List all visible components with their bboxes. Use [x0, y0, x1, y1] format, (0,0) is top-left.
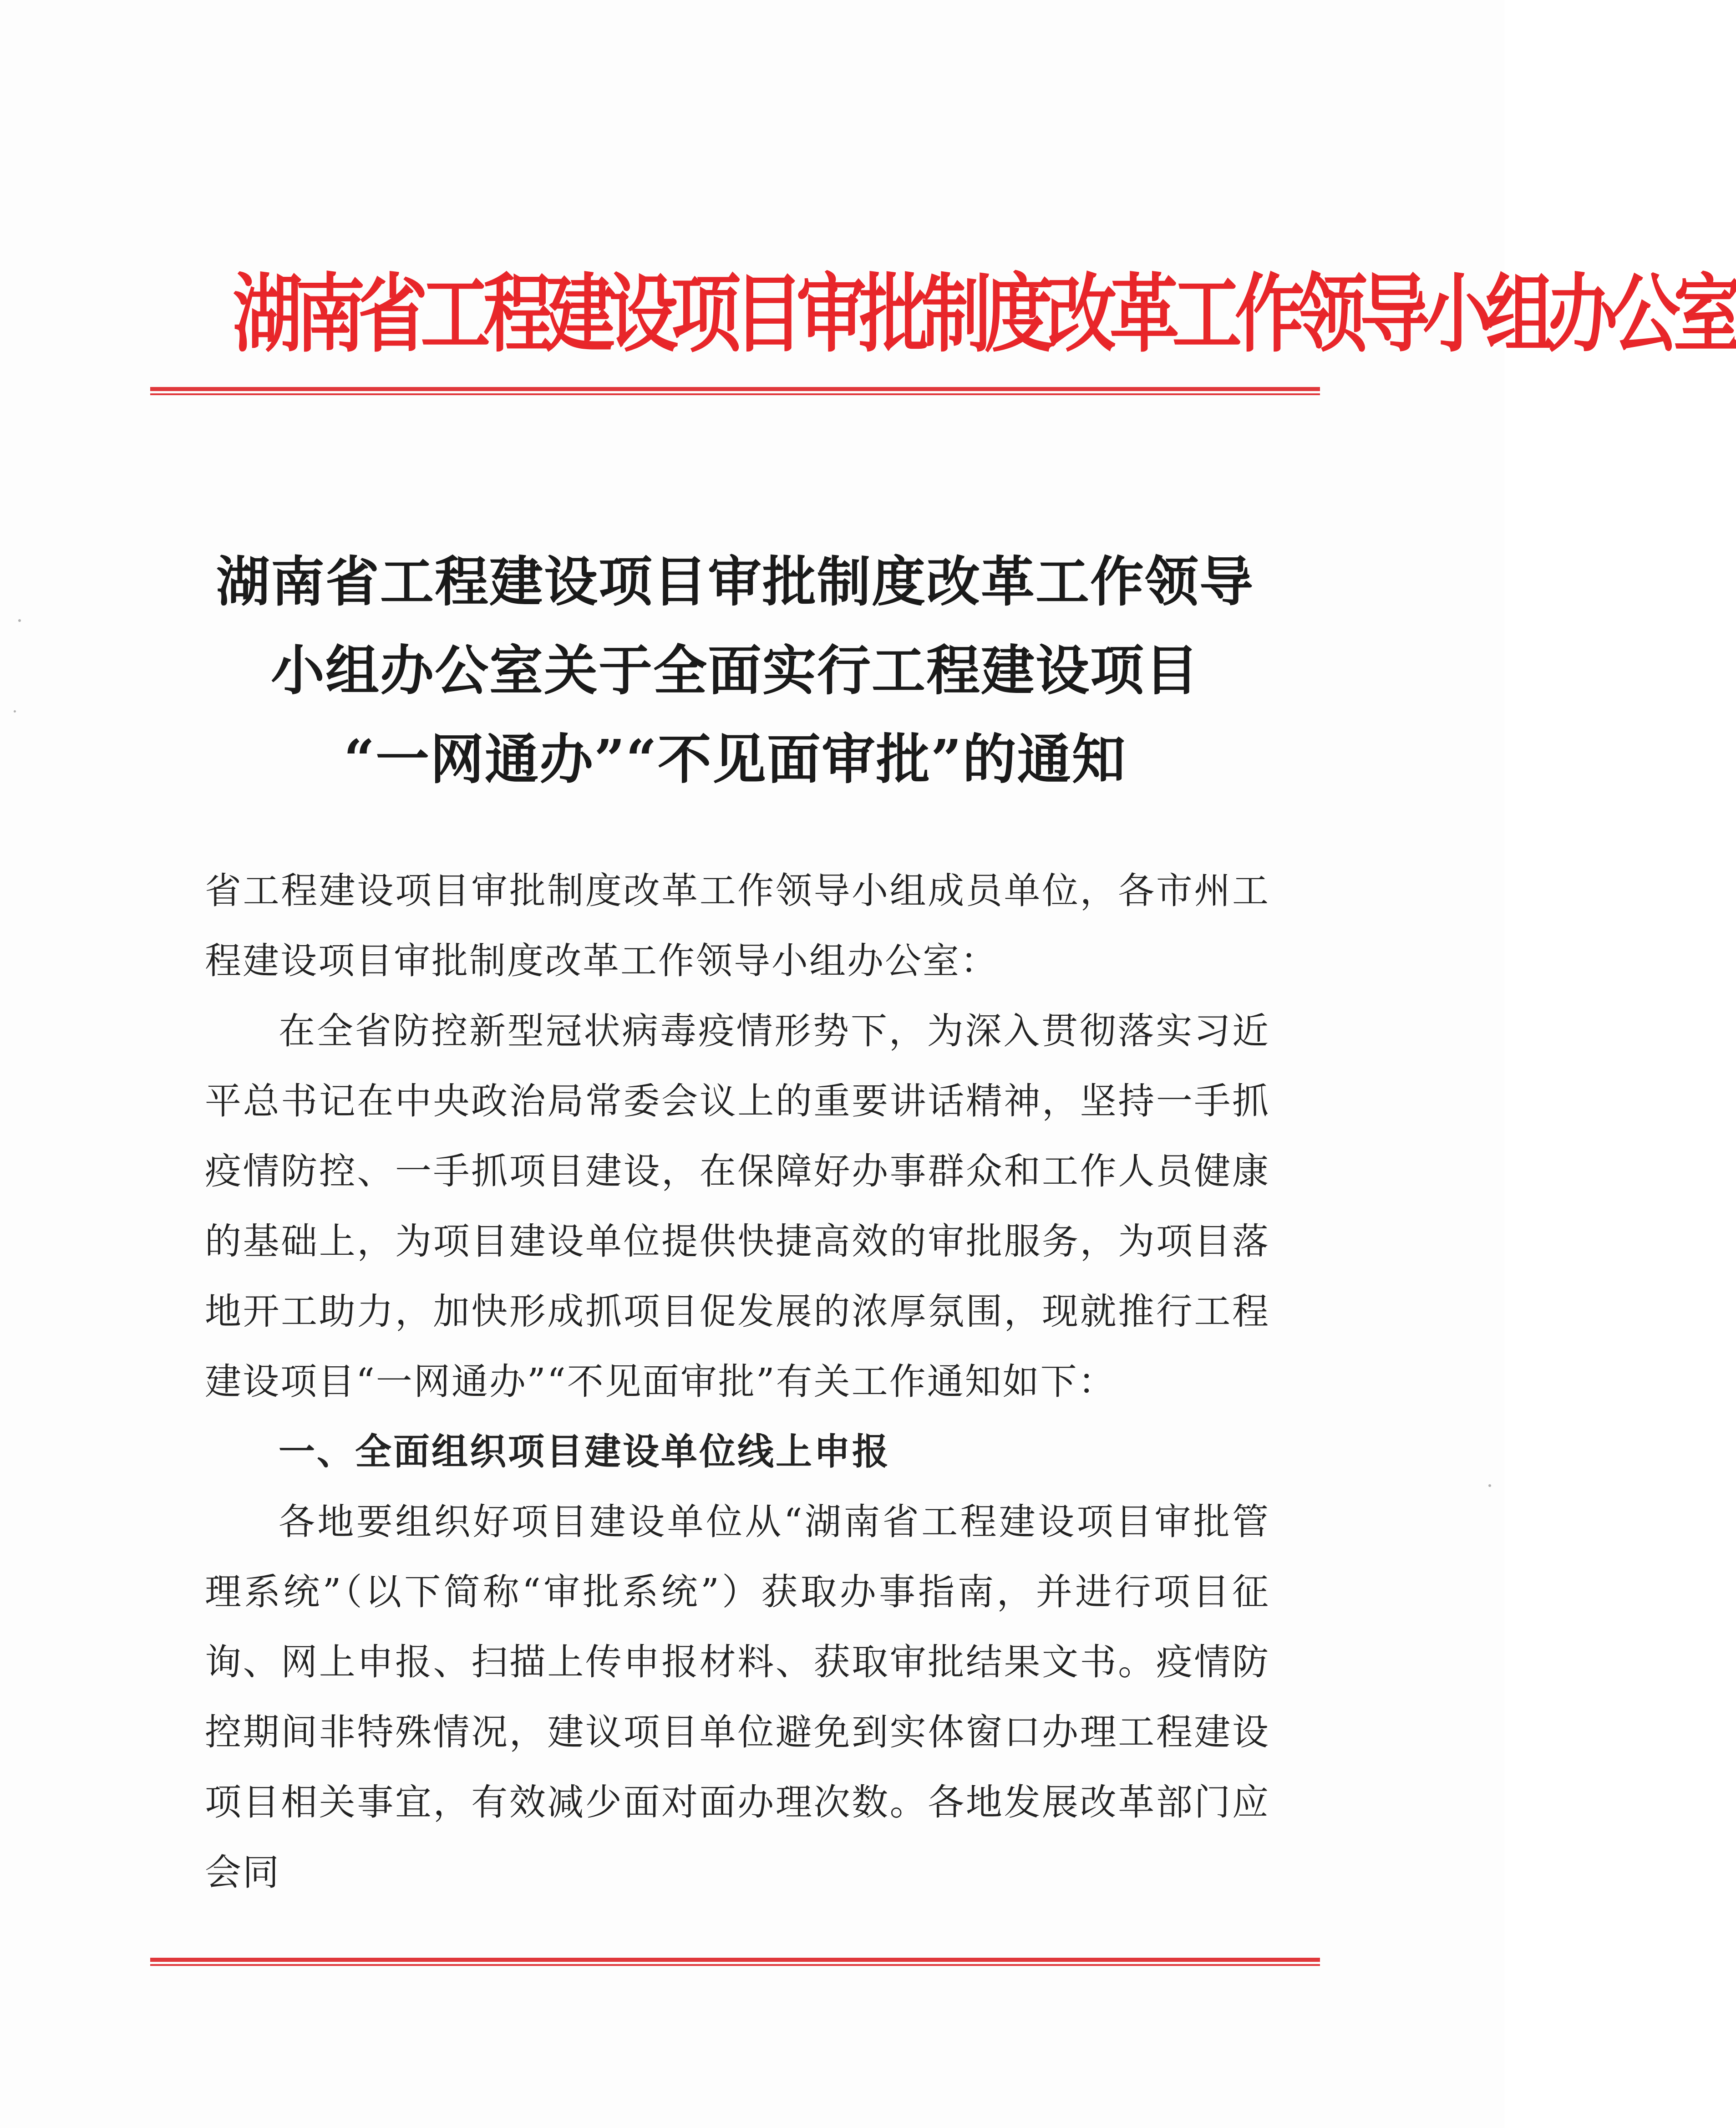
section-heading: 一、全面组织项目建设单位线上申报 [279, 1431, 890, 1473]
letterhead-org-name: 湖南省工程建设项目审批制度改革工作领导小组办公室 [233, 265, 1736, 364]
section-paragraph: 各地要组织好项目建设单位从“湖南省工程建设项目审批管理系统”（以下简称“审批系统”）获取办事指南，并进行项目征询、网上申报、扫描上传申报材料、获取审批结果文书。疫情防控期间非特殊情况，建议项目单位避免到实体窗口办理工程建设项目相关事宜，有效减少面对面办理次数。各地发展改革部门应会同 [205, 1501, 1270, 1894]
footer-red-rule [150, 1958, 1320, 1966]
letterhead-red-rule [150, 387, 1320, 395]
scan-speck [14, 710, 16, 713]
red-rule-thin [150, 393, 1320, 395]
scan-speck [1488, 1484, 1491, 1487]
salutation-paragraph: 省工程建设项目审批制度改革工作领导小组成员单位，各市州工程建设项目审批制度改革工作领导小组办公室： [205, 870, 1270, 982]
document-title [150, 537, 1320, 804]
title-line: “一网通办”“不见面审批”的通知 [344, 728, 1127, 791]
red-rule-thick [150, 387, 1320, 391]
red-rule-thin [150, 1964, 1320, 1966]
scan-speck [18, 619, 21, 622]
red-rule-thick [150, 1958, 1320, 1962]
title-line: 小组办公室关于全面实行工程建设项目 [270, 639, 1199, 702]
document-body [205, 856, 1270, 1908]
title-line: 湖南省工程建设项目审批制度改革工作领导 [216, 550, 1254, 613]
intro-paragraph: 在全省防控新型冠状病毒疫情形势下，为深入贯彻落实习近平总书记在中央政治局常委会议上的重要讲话精神，坚持一手抓疫情防控、一手抓项目建设，在保障好办事群众和工作人员健康的基础上，为项目建设单位提供快捷高效的审批服务，为项目落地开工助力，加快形成抓项目促发展的浓厚氛围，现就推行工程建设项目“一网通办”“不见面审批”有关工作通知如下： [205, 1010, 1270, 1403]
